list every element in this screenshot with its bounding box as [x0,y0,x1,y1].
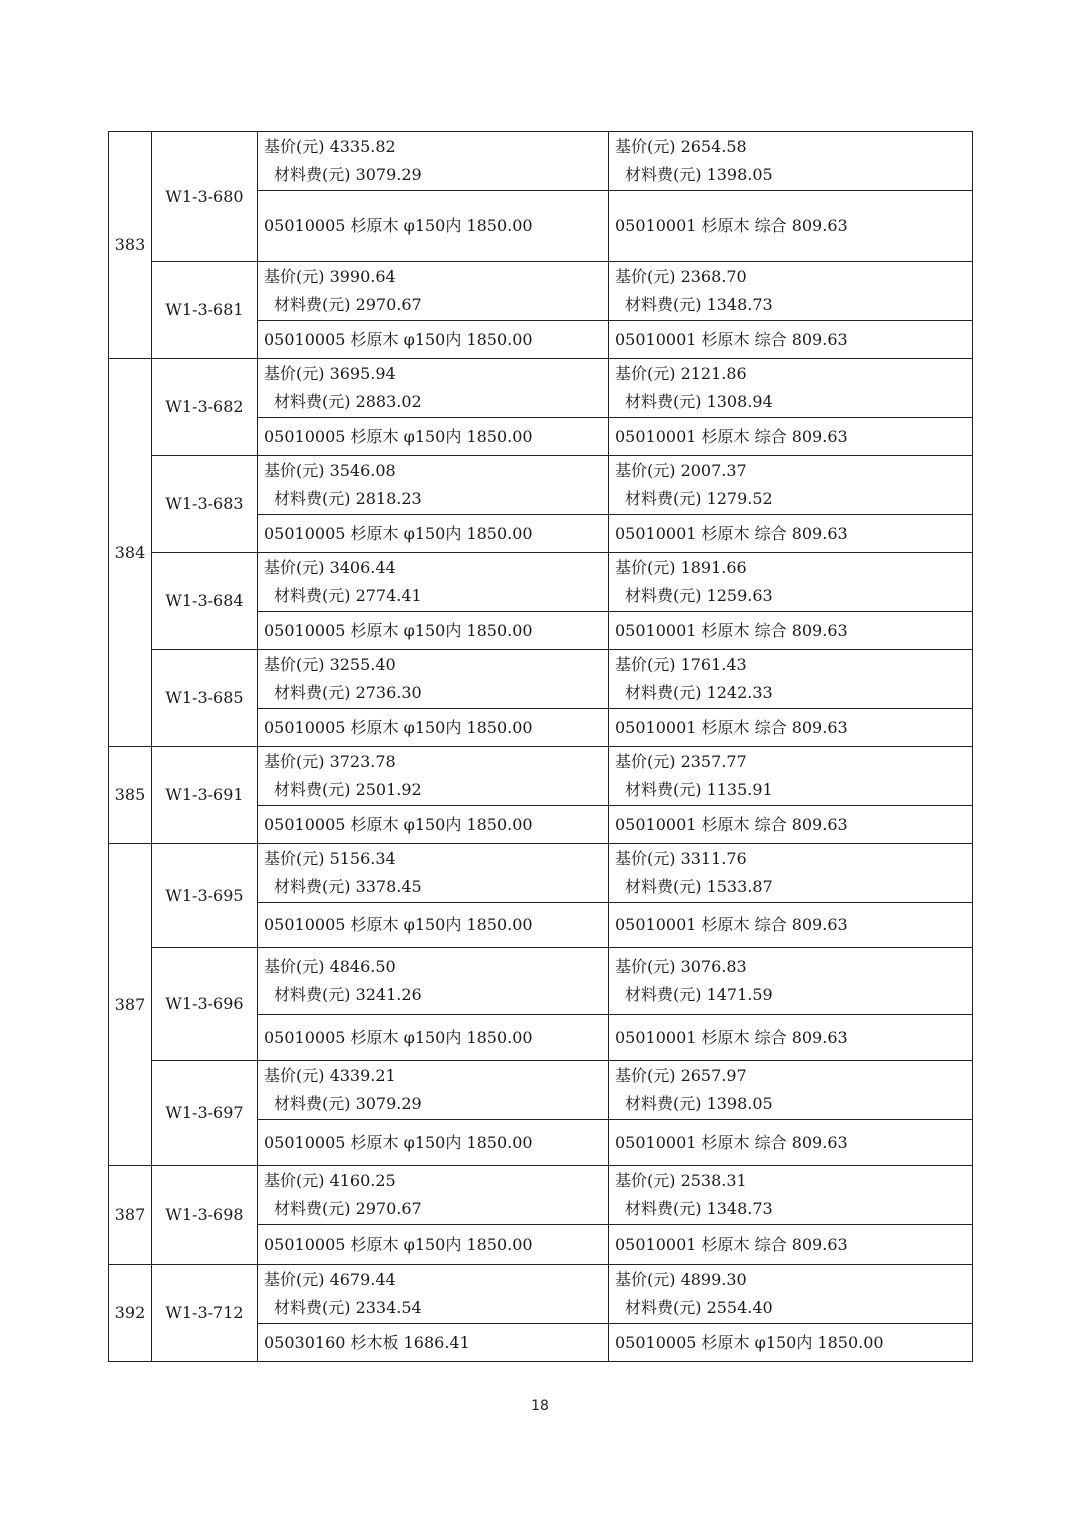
material-cost: 材料费(元) 2883.02 [274,392,422,411]
base-price: 基价(元) 2654.58 [615,137,747,156]
material-cost: 材料费(元) 2501.92 [274,780,422,799]
base-price: 基价(元) 4160.25 [264,1171,396,1190]
price-cell-right [609,650,973,709]
material-item-left: 05010005 杉原木 φ150内 1850.00 [258,418,609,456]
price-cell-right [609,553,973,612]
material-cost: 材料费(元) 1259.63 [625,586,773,605]
material-item-right: 05010001 杉原木 综合 809.63 [609,903,973,948]
price-cell-right [609,747,973,806]
material-item-left: 05030160 杉木板 1686.41 [258,1324,609,1362]
price-cell-left [258,1166,609,1225]
material-cost: 材料费(元) 2970.67 [274,295,422,314]
base-price: 基价(元) 3723.78 [264,752,396,771]
price-cell-right [609,262,973,321]
seq-cell: 387 [109,1166,152,1265]
table-row [109,1061,973,1120]
material-item-right: 05010005 杉原木 φ150内 1850.00 [609,1324,973,1362]
table-row [109,553,973,612]
material-cost: 材料费(元) 2736.30 [274,683,422,702]
code-cell: W1-3-697 [152,1061,258,1166]
material-item-right: 05010001 杉原木 综合 809.63 [609,1015,973,1061]
material-cost: 材料费(元) 1348.73 [625,1199,773,1218]
material-cost: 材料费(元) 1533.87 [625,877,773,896]
material-item-right: 05010001 杉原木 综合 809.63 [609,515,973,553]
price-cell-left [258,1061,609,1120]
material-item-left: 05010005 杉原木 φ150内 1850.00 [258,321,609,359]
base-price: 基价(元) 2538.31 [615,1171,747,1190]
material-cost: 材料费(元) 1348.73 [625,295,773,314]
material-cost: 材料费(元) 2334.54 [274,1298,422,1317]
price-cell-left [258,262,609,321]
base-price: 基价(元) 4339.21 [264,1066,396,1085]
base-price: 基价(元) 3990.64 [264,267,396,286]
material-cost: 材料费(元) 1135.91 [625,780,773,799]
material-cost: 材料费(元) 3079.29 [274,1094,422,1113]
base-price: 基价(元) 5156.34 [264,849,396,868]
material-cost: 材料费(元) 1398.05 [625,165,773,184]
table-row [109,650,973,709]
base-price: 基价(元) 2368.70 [615,267,747,286]
code-cell: W1-3-685 [152,650,258,747]
material-cost: 材料费(元) 1471.59 [625,985,773,1004]
base-price: 基价(元) 1761.43 [615,655,747,674]
material-cost: 材料费(元) 2774.41 [274,586,422,605]
base-price: 基价(元) 3406.44 [264,558,396,577]
base-price: 基价(元) 4335.82 [264,137,396,156]
price-cell-left [258,948,609,1015]
price-cell-right [609,1166,973,1225]
price-cell-left [258,747,609,806]
material-cost: 材料费(元) 2818.23 [274,489,422,508]
material-item-left: 05010005 杉原木 φ150内 1850.00 [258,1015,609,1061]
material-cost: 材料费(元) 2554.40 [625,1298,773,1317]
material-cost: 材料费(元) 1279.52 [625,489,773,508]
material-item-left: 05010005 杉原木 φ150内 1850.00 [258,1225,609,1265]
table-row [109,948,973,1015]
material-cost: 材料费(元) 2970.67 [274,1199,422,1218]
material-item-right: 05010001 杉原木 综合 809.63 [609,806,973,844]
material-item-right: 05010001 杉原木 综合 809.63 [609,612,973,650]
code-cell: W1-3-698 [152,1166,258,1265]
price-cell-right [609,844,973,903]
page-number: 18 [531,1398,549,1414]
table-row [109,844,973,903]
material-item-left: 05010005 杉原木 φ150内 1850.00 [258,612,609,650]
material-cost: 材料费(元) 1242.33 [625,683,773,702]
code-cell: W1-3-696 [152,948,258,1061]
material-item-right: 05010001 杉原木 综合 809.63 [609,321,973,359]
code-cell: W1-3-683 [152,456,258,553]
table-row [109,1166,973,1225]
base-price: 基价(元) 1891.66 [615,558,747,577]
material-item-left: 05010005 杉原木 φ150内 1850.00 [258,903,609,948]
material-item-left: 05010005 杉原木 φ150内 1850.00 [258,709,609,747]
price-cell-right [609,948,973,1015]
price-cell-left [258,132,609,191]
base-price: 基价(元) 4679.44 [264,1270,396,1289]
base-price: 基价(元) 3695.94 [264,364,396,383]
base-price: 基价(元) 2007.37 [615,461,747,480]
material-cost: 材料费(元) 1308.94 [625,392,773,411]
base-price: 基价(元) 2657.97 [615,1066,747,1085]
table-row [109,747,973,806]
base-price: 基价(元) 3255.40 [264,655,396,674]
material-cost: 材料费(元) 3378.45 [274,877,422,896]
price-cell-right [609,456,973,515]
base-price: 基价(元) 3311.76 [615,849,747,868]
base-price: 基价(元) 2121.86 [615,364,747,383]
base-price: 基价(元) 2357.77 [615,752,747,771]
material-item-right: 05010001 杉原木 综合 809.63 [609,1120,973,1166]
material-cost: 材料费(元) 1398.05 [625,1094,773,1113]
price-cell-left [258,456,609,515]
price-cell-right [609,132,973,191]
table-row [109,359,973,418]
table-row [109,262,973,321]
material-item-left: 05010005 杉原木 φ150内 1850.00 [258,191,609,262]
base-price: 基价(元) 4899.30 [615,1270,747,1289]
table-row [109,1265,973,1324]
base-price: 基价(元) 3546.08 [264,461,396,480]
price-cell-right [609,1061,973,1120]
price-cell-left [258,553,609,612]
code-cell: W1-3-712 [152,1265,258,1362]
seq-cell: 392 [109,1265,152,1362]
quota-table [108,131,973,1362]
code-cell: W1-3-682 [152,359,258,456]
code-cell: W1-3-681 [152,262,258,359]
code-cell: W1-3-680 [152,132,258,262]
code-cell: W1-3-695 [152,844,258,948]
base-price: 基价(元) 3076.83 [615,957,747,976]
material-item-left: 05010005 杉原木 φ150内 1850.00 [258,1120,609,1166]
material-item-left: 05010005 杉原木 φ150内 1850.00 [258,806,609,844]
material-item-left: 05010005 杉原木 φ150内 1850.00 [258,515,609,553]
price-cell-left [258,650,609,709]
price-cell-left [258,359,609,418]
material-item-right: 05010001 杉原木 综合 809.63 [609,418,973,456]
table-row [109,456,973,515]
material-item-right: 05010001 杉原木 综合 809.63 [609,191,973,262]
code-cell: W1-3-684 [152,553,258,650]
price-cell-right [609,1265,973,1324]
seq-cell: 385 [109,747,152,844]
price-cell-left [258,1265,609,1324]
material-item-right: 05010001 杉原木 综合 809.63 [609,709,973,747]
seq-cell: 387 [109,844,152,1166]
code-cell: W1-3-691 [152,747,258,844]
base-price: 基价(元) 4846.50 [264,957,396,976]
price-cell-left [258,844,609,903]
material-cost: 材料费(元) 3241.26 [274,985,422,1004]
seq-cell: 384 [109,359,152,747]
material-cost: 材料费(元) 3079.29 [274,165,422,184]
material-item-right: 05010001 杉原木 综合 809.63 [609,1225,973,1265]
price-cell-right [609,359,973,418]
seq-cell: 383 [109,132,152,359]
table-row [109,132,973,191]
